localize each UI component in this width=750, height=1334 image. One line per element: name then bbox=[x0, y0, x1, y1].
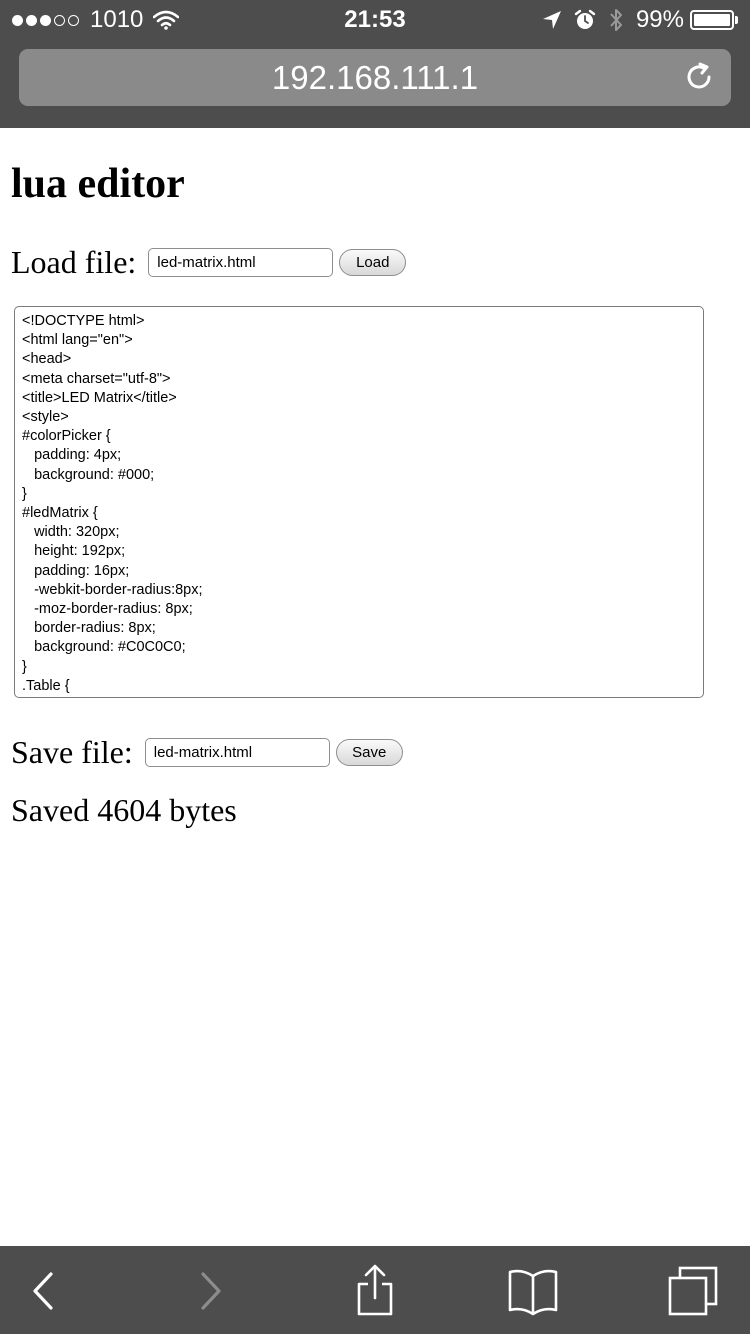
tabs-button[interactable] bbox=[666, 1264, 720, 1318]
bluetooth-icon bbox=[608, 7, 624, 33]
back-arrow-icon bbox=[31, 1271, 55, 1311]
load-button[interactable]: Load bbox=[339, 249, 406, 276]
battery-percentage: 99% bbox=[635, 6, 684, 33]
battery-tip bbox=[735, 16, 738, 24]
back-button[interactable] bbox=[16, 1264, 70, 1318]
browser-bottom-toolbar bbox=[0, 1246, 750, 1334]
url-text[interactable]: 192.168.111.1 bbox=[271, 58, 479, 96]
bookmarks-icon bbox=[506, 1266, 560, 1316]
forward-button[interactable] bbox=[184, 1264, 238, 1318]
load-file-row bbox=[11, 244, 406, 281]
forward-arrow-icon bbox=[199, 1271, 223, 1311]
status-right bbox=[542, 6, 738, 34]
bookmarks-button[interactable] bbox=[506, 1264, 560, 1318]
carrier-name: 1010 bbox=[90, 6, 144, 33]
share-icon bbox=[353, 1264, 397, 1318]
save-file-input[interactable] bbox=[145, 738, 330, 767]
save-file-row bbox=[11, 734, 403, 771]
tabs-icon bbox=[666, 1264, 720, 1318]
load-file-label: Load file: bbox=[11, 244, 137, 280]
page-title: lua editor bbox=[11, 161, 185, 207]
save-button[interactable]: Save bbox=[336, 739, 403, 766]
battery-fill bbox=[694, 14, 730, 26]
address-bar[interactable] bbox=[19, 49, 731, 106]
alarm-icon bbox=[574, 9, 596, 31]
reload-icon[interactable] bbox=[683, 61, 715, 93]
battery-icon bbox=[690, 10, 734, 30]
load-file-input[interactable] bbox=[148, 248, 333, 277]
save-status-message: Saved 4604 bytes bbox=[11, 792, 237, 828]
browser-top-chrome bbox=[0, 0, 750, 128]
share-button[interactable] bbox=[348, 1264, 402, 1318]
location-arrow-icon bbox=[542, 10, 562, 30]
save-file-label: Save file: bbox=[11, 734, 133, 770]
status-time: 21:53 bbox=[344, 6, 406, 33]
status-bar bbox=[0, 0, 750, 40]
code-editor-textarea[interactable] bbox=[14, 306, 704, 698]
